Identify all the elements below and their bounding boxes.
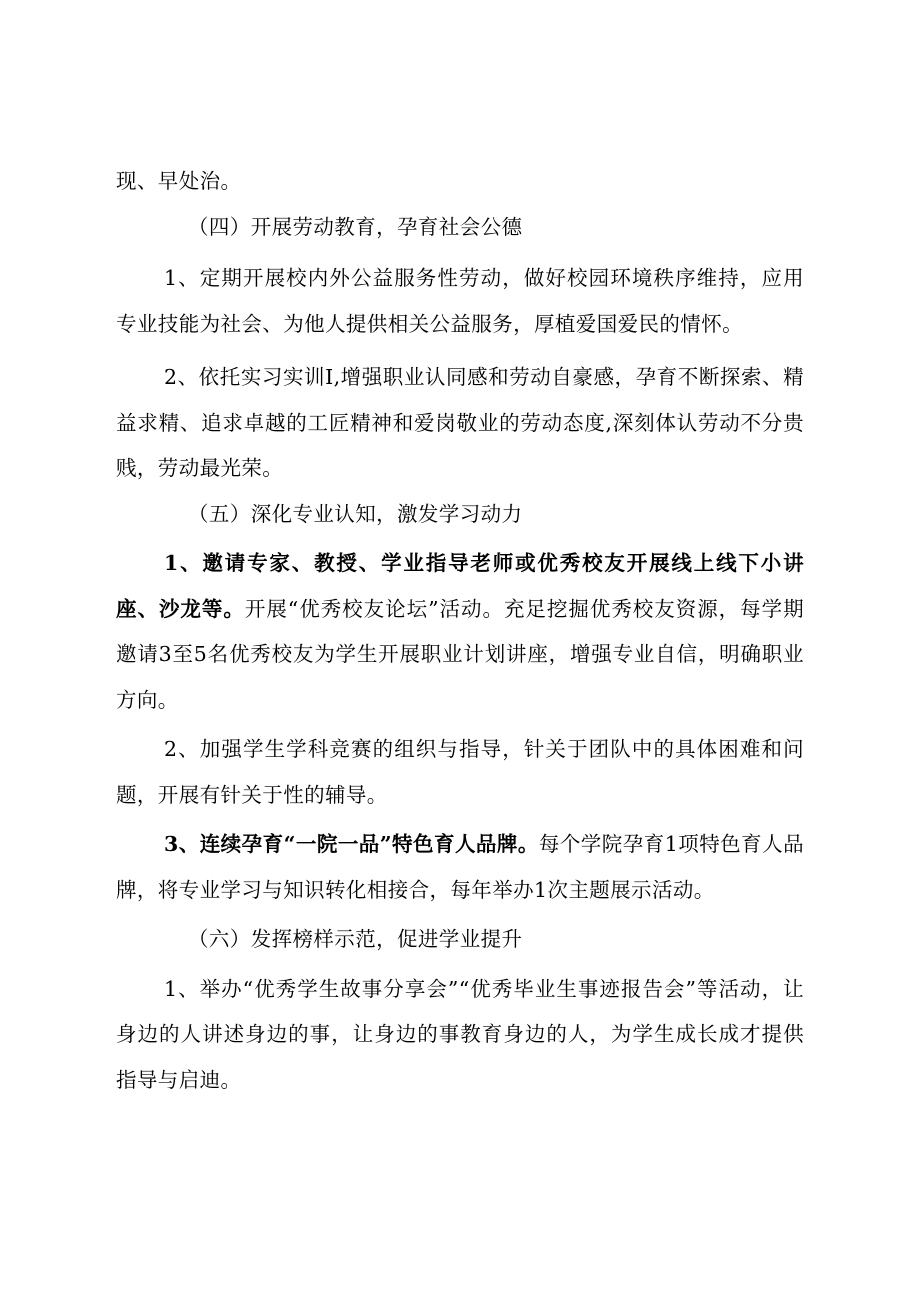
paragraph-5-3 xyxy=(116,822,804,913)
paragraph-4-2: 2、依托实习实训I,增强职业认同感和劳动自豪感，孕育不断探索、精益求精、追求卓越的工匠精神和爱岗敬业的劳动态度,深刻体认劳动不分贵贱，劳动最光荣。 xyxy=(116,365,804,480)
paragraph-4-1: 1、定期开展校内外公益服务性劳动，做好校园环境秩序维持，应用专业技能为社会、为他人提供相关公益服务，厚植爱国爱民的情怀。 xyxy=(116,266,804,336)
paragraph-5-1-text: 开展“优秀校友论坛”活动。充足挖掘优秀校友资源，每学期邀请3至5名优秀校友为学生开展职业计划讲座，增强专业自信，明确职业方向。 xyxy=(116,596,804,712)
section-heading-6: （六）发挥榜样示范，促进学业提升 xyxy=(188,927,523,951)
paragraph-5-1 xyxy=(116,541,804,723)
paragraph-5-3-text: 每个学院孕育1项特色育人品牌，将专业学习与知识转化相接合，每年举办1次主题展示活动。 xyxy=(116,832,804,902)
paragraph-5-1-bold: 1、邀请专家、教授、学业指导老师或优秀校友开展线上线下小讲座、沙龙等。 xyxy=(116,551,804,621)
section-heading-5: （五）深化专业认知，激发学习动力 xyxy=(188,501,523,526)
paragraph-5-2: 2、加强学生学科竞赛的组织与指导，针关于团队中的具体困难和问题，开展有针关于性的辅导。 xyxy=(116,737,804,807)
paragraph-continuation: 现、早处治。 xyxy=(116,169,242,193)
paragraph-5-3-bold: 3、连续孕育“一院一品”特色育人品牌。 xyxy=(164,832,539,856)
paragraph-6-1: 1、举办“优秀学生故事分享会”“优秀毕业生事迹报告会”等活动，让身边的人讲述身边的事，让身边的事教育身边的人，为学生成长成才提供指导与启迪。 xyxy=(116,976,804,1092)
section-heading-4: （四）开展劳动教育，孕育社会公德 xyxy=(188,214,523,239)
document-body xyxy=(116,159,804,1103)
